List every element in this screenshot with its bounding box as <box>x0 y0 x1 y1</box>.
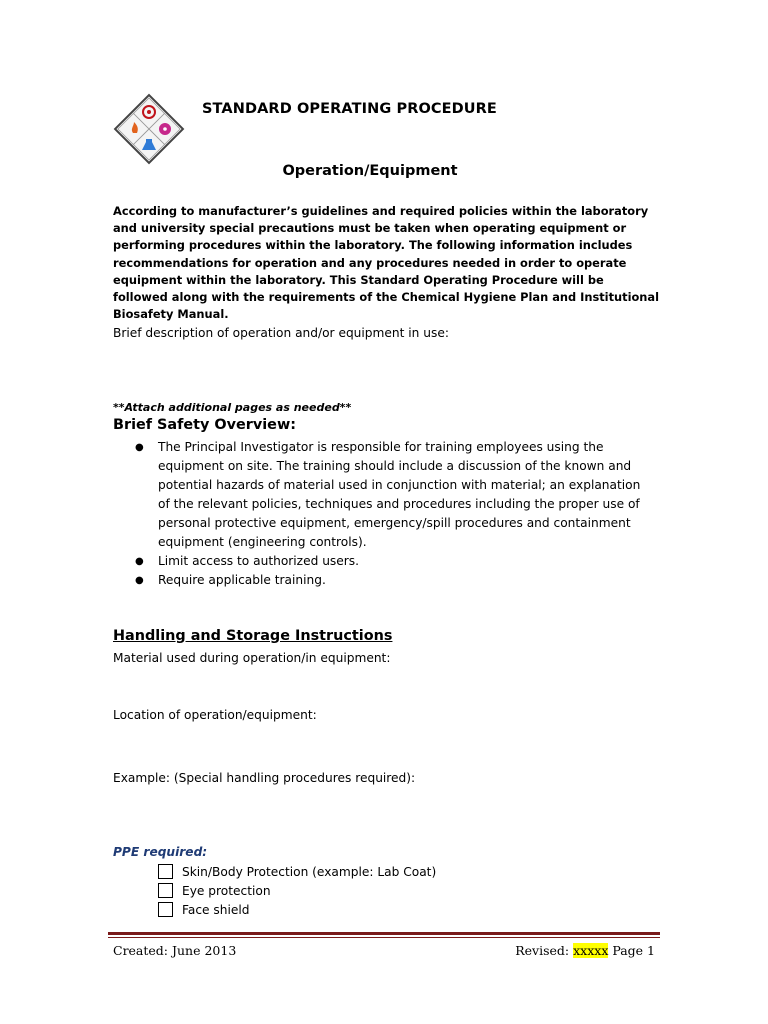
footer-created: Created: June 2013 <box>113 943 237 958</box>
intro-paragraph: According to manufacturer’s guidelines and required policies within the laboratory and university special precautions must be taken when operating equipment or performing procedures within the laboratory. The following information includes recommendations for operation and any procedures needed in order to operate equipment within the laboratory. This Standard Operating Procedure will be followed along with the requirements of the Chemical Hygiene Plan and Institutional Biosafety Manual. <box>113 204 660 322</box>
list-item: ● The Principal Investigator is responsible for training employees using the equipment on site. The training should include a discussion of the known and potential hazards of material used in conjunction with material; an explanation of the relevant policies, techniques and procedures including the proper use of personal protective equipment, emergency/spill procedures and containment equipment (engineering controls). <box>135 440 641 549</box>
bullet-icon: ● <box>135 556 144 567</box>
material-label: Material used during operation/in equipment: <box>113 651 391 665</box>
ppe-item-eye: Eye protection <box>158 881 436 900</box>
bullet-icon: ● <box>135 442 144 453</box>
safety-bullet-list <box>133 438 653 590</box>
example-label: Example: (Special handling procedures required): <box>113 771 416 785</box>
radiation-icon <box>159 123 171 135</box>
document-subtitle: Operation/Equipment <box>282 163 458 179</box>
ppe-checklist <box>158 862 436 919</box>
list-item: ● Limit access to authorized users. <box>133 552 653 571</box>
ppe-heading: PPE required: <box>113 845 208 859</box>
hazard-diamond-logo <box>113 93 185 165</box>
document-title: STANDARD OPERATING PROCEDURE <box>202 101 497 117</box>
checkbox[interactable] <box>158 902 173 917</box>
brief-description-label: Brief description of operation and/or equipment in use: <box>113 326 449 340</box>
list-item: ● Require applicable training. <box>133 571 653 590</box>
attach-pages-note: **Attach additional pages as needed** <box>113 401 352 414</box>
footer-divider <box>108 932 660 935</box>
footer-divider-thin <box>108 937 660 938</box>
ppe-item-skin-body: Skin/Body Protection (example: Lab Coat) <box>158 862 436 881</box>
checkbox[interactable] <box>158 883 173 898</box>
checkbox[interactable] <box>158 864 173 879</box>
revised-value: xxxxx <box>573 943 609 958</box>
location-label: Location of operation/equipment: <box>113 708 317 722</box>
ppe-item-face-shield: Face shield <box>158 900 436 919</box>
safety-overview-heading: Brief Safety Overview: <box>113 417 296 433</box>
bullet-icon: ● <box>135 575 144 586</box>
handling-storage-heading: Handling and Storage Instructions <box>113 628 393 644</box>
footer-revised: Revised: xxxxx Page 1 <box>515 943 655 958</box>
